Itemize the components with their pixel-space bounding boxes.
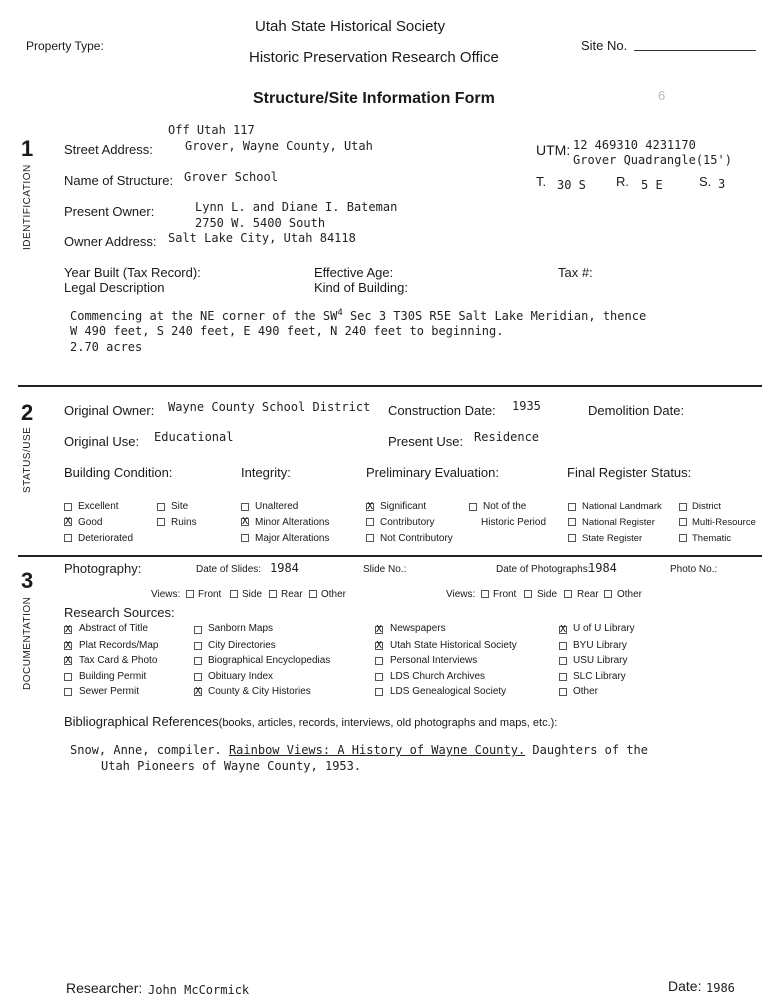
photos-view-front: Front [493, 589, 517, 600]
legal-description-line-1: Commencing at the NE corner of the $SW^4$ Sec 3 T30S R5E Salt Lake Meridian, thence [70, 308, 647, 323]
checkbox-significant[interactable]: X [367, 501, 374, 512]
source-byu-library: BYU Library [573, 640, 627, 651]
org-name: Utah State Historical Society [255, 18, 446, 35]
checkbox-photos-other[interactable] [604, 590, 612, 598]
checkbox-slc-library[interactable] [559, 673, 567, 681]
present-owner-label: Present Owner: [64, 204, 155, 219]
utm-value: 12 469310 4231170 [573, 138, 696, 152]
photography-label: Photography: [64, 561, 142, 576]
section-number-1: 1 [21, 136, 34, 161]
checkbox-tax-card[interactable]: X [65, 655, 72, 666]
option-excellent: Excellent [78, 501, 119, 512]
slide-no-label: Slide No.: [363, 564, 407, 575]
checkbox-contributory[interactable] [366, 518, 374, 526]
checkbox-unaltered[interactable] [241, 503, 249, 511]
source-u-of-u-library: U of U Library [573, 623, 635, 634]
source-sewer-permit: Sewer Permit [79, 686, 140, 697]
photo-no-label: Photo No.: [670, 564, 718, 575]
present-use-label: Present Use: [388, 434, 464, 449]
structure-name-label: Name of Structure: [64, 173, 174, 188]
option-ruins: Ruins [171, 517, 197, 528]
checkbox-slides-side[interactable] [230, 590, 238, 598]
checkbox-byu-library[interactable] [559, 642, 567, 650]
legal-description-label: Legal Description [64, 280, 165, 295]
slides-view-rear: Rear [281, 589, 303, 600]
checkbox-slides-other[interactable] [309, 590, 317, 598]
year-built-label: Year Built (Tax Record): [64, 265, 201, 280]
checkbox-multi-resource[interactable] [679, 518, 687, 526]
source-newspapers: Newspapers [390, 623, 446, 634]
date-of-photographs-label: Date of Photographs: [496, 564, 591, 575]
tax-number-label: Tax #: [558, 265, 593, 280]
checkbox-major-alterations[interactable] [241, 534, 249, 542]
photos-view-side: Side [537, 589, 558, 600]
bibliography-entry-line-1: Snow, Anne, compiler. Rainbow Views: A History of Wayne County. Daughters of the [70, 743, 648, 757]
date-of-photographs-value: 1984 [588, 561, 617, 575]
section-divider-1 [18, 385, 762, 387]
checkbox-obituary-index[interactable] [194, 673, 202, 681]
date-value: 1986 [706, 981, 735, 995]
legal-description-line-2: W 490 feet, S 240 feet, E 490 feet, N 240 feet to beginning. [70, 324, 504, 338]
owner-address-line-2: Salt Lake City, Utah 84118 [168, 231, 356, 245]
checkbox-utah-state-historical-society[interactable]: X [376, 640, 383, 651]
source-sanborn-maps: Sanborn Maps [208, 623, 274, 634]
checkbox-ruins[interactable] [157, 518, 165, 526]
source-usu-library: USU Library [573, 655, 628, 666]
option-deteriorated: Deteriorated [78, 533, 134, 544]
option-multi-resource: Multi-Resource [692, 517, 756, 528]
structure-name-value: Grover School [184, 170, 278, 184]
construction-date-value: 1935 [512, 399, 541, 413]
township-label: T. [536, 174, 547, 189]
checkbox-city-directories[interactable] [194, 642, 202, 650]
source-city-directories: City Directories [208, 640, 276, 651]
present-use-value: Residence [474, 430, 540, 444]
checkbox-deteriorated[interactable] [64, 534, 72, 542]
option-good: Good [78, 517, 103, 528]
source-tax-card: Tax Card & Photo [79, 655, 158, 666]
township-value: 30 S [557, 178, 586, 192]
checkbox-national-register[interactable] [568, 518, 576, 526]
checkbox-thematic[interactable] [679, 534, 687, 542]
checkbox-slides-rear[interactable] [269, 590, 277, 598]
checkbox-u-of-u-library[interactable]: X [560, 624, 567, 635]
checkbox-building-permit[interactable] [64, 673, 72, 681]
checkbox-biographical-encyclopedias[interactable] [194, 657, 202, 665]
option-significant: Significant [380, 501, 427, 512]
source-plat-records: Plat Records/Map [79, 640, 159, 651]
option-major-alterations: Major Alterations [255, 533, 330, 544]
quadrangle-value: Grover Quadrangle(15') [573, 153, 732, 167]
research-sources-label: Research Sources: [64, 605, 175, 620]
option-state-register: State Register [582, 533, 643, 544]
legal-description-line-3: 2.70 acres [70, 340, 143, 354]
utm-label: UTM: [536, 142, 571, 158]
slides-view-side: Side [242, 589, 263, 600]
photos-views-label: Views: [446, 589, 476, 600]
original-use-value: Educational [154, 430, 234, 444]
stamp-mark: 6 [658, 88, 666, 103]
source-utah-state-historical-society: Utah State Historical Society [390, 640, 517, 651]
date-of-slides-label: Date of Slides: [196, 564, 262, 575]
researcher-label: Researcher: [66, 980, 143, 996]
date-label: Date: [668, 978, 702, 994]
final-register-label: Final Register Status: [567, 465, 692, 480]
section-number-2: 2 [21, 400, 34, 425]
option-not-of-the: Not of the [483, 501, 527, 512]
option-national-register: National Register [582, 517, 655, 528]
photos-view-other: Other [617, 589, 643, 600]
owner-address-label: Owner Address: [64, 234, 157, 249]
demolition-date-label: Demolition Date: [588, 403, 685, 418]
bibliography-book-title: Rainbow Views: A History of Wayne County. [228, 743, 526, 757]
bibliography-entry-line-2: Utah Pioneers of Wayne County, 1953. [101, 759, 362, 773]
integrity-label: Integrity: [241, 465, 291, 480]
original-owner-value: Wayne County School District [168, 400, 371, 414]
source-biographical-encyclopedias: Biographical Encyclopedias [208, 655, 331, 666]
site-no-label: Site No. [581, 38, 628, 53]
option-historic-period: Historic Period [481, 517, 547, 528]
option-district: District [692, 501, 722, 512]
option-unaltered: Unaltered [255, 501, 299, 512]
slides-view-other: Other [321, 589, 347, 600]
checkbox-sewer-permit[interactable] [64, 688, 72, 696]
site-no-line[interactable] [634, 50, 756, 51]
checkbox-photos-side[interactable] [524, 590, 532, 598]
form-title: Structure/Site Information Form [253, 90, 495, 107]
checkbox-not-contributory[interactable] [366, 534, 374, 542]
checkbox-not-of-historic-period[interactable] [469, 503, 477, 511]
checkbox-lds-genealogical-society[interactable] [375, 688, 383, 696]
checkbox-lds-church-archives[interactable] [375, 673, 383, 681]
bibliographical-references-heading: Bibliographical References(books, articles, records, interviews, old photographs and maps, etc.): [64, 714, 558, 729]
slides-views-label: Views: [151, 589, 181, 600]
section-number-3: 3 [21, 568, 34, 593]
slides-view-front: Front [198, 589, 222, 600]
checkbox-plat-records[interactable]: X [65, 640, 72, 651]
photos-view-rear: Rear [577, 589, 599, 600]
researcher-value: John McCormick [148, 983, 250, 997]
owner-address-line-1: 2750 W. 5400 South [195, 216, 326, 230]
effective-age-label: Effective Age: [314, 265, 394, 280]
checkbox-personal-interviews[interactable] [375, 657, 383, 665]
source-slc-library: SLC Library [573, 671, 626, 682]
checkbox-excellent[interactable] [64, 503, 72, 511]
original-use-label: Original Use: [64, 434, 140, 449]
street-address-label: Street Address: [64, 142, 153, 157]
source-other: Other [573, 686, 599, 697]
source-county-city-histories: County & City Histories [208, 686, 311, 697]
option-national-landmark: National Landmark [582, 501, 662, 512]
option-not-contributory: Not Contributory [380, 533, 453, 544]
checkbox-site[interactable] [157, 503, 165, 511]
office-name: Historic Preservation Research Office [249, 49, 499, 66]
checkbox-county-city-histories[interactable]: X [195, 686, 202, 697]
source-lds-genealogical-society: LDS Genealogical Society [390, 686, 507, 697]
section-value: 3 [718, 177, 726, 191]
original-owner-label: Original Owner: [64, 403, 155, 418]
checkbox-sanborn-maps[interactable] [194, 626, 202, 634]
section-divider-2 [18, 555, 762, 557]
source-obituary-index: Obituary Index [208, 671, 274, 682]
source-lds-church-archives: LDS Church Archives [390, 671, 486, 682]
checkbox-national-landmark[interactable] [568, 503, 576, 511]
option-thematic: Thematic [692, 533, 732, 544]
option-contributory: Contributory [380, 517, 435, 528]
preliminary-evaluation-label: Preliminary Evaluation: [366, 465, 499, 480]
checkbox-photos-front[interactable] [481, 590, 489, 598]
source-personal-interviews: Personal Interviews [390, 655, 478, 666]
checkbox-district[interactable] [679, 503, 687, 511]
checkbox-usu-library[interactable] [559, 657, 567, 665]
checkbox-other-source[interactable] [559, 688, 567, 696]
checkbox-slides-front[interactable] [186, 590, 194, 598]
range-value: 5 E [641, 178, 663, 192]
option-site: Site [171, 501, 189, 512]
construction-date-label: Construction Date: [388, 403, 496, 418]
property-type-label: Property Type: [26, 39, 104, 53]
checkbox-photos-rear[interactable] [564, 590, 572, 598]
range-label: R. [616, 174, 629, 189]
street-line-2: Grover, Wayne County, Utah [185, 139, 373, 153]
checkbox-state-register[interactable] [568, 534, 576, 542]
section-label: S. [699, 174, 712, 189]
date-of-slides-value: 1984 [270, 561, 299, 575]
section-title-status: STATUS/USE [22, 426, 33, 493]
checkbox-abstract-of-title[interactable]: X [65, 624, 72, 635]
street-line-1: Off Utah 117 [168, 123, 255, 137]
present-owner-value: Lynn L. and Diane I. Bateman [195, 200, 398, 214]
checkbox-minor-alterations[interactable]: X [242, 516, 249, 527]
kind-of-building-label: Kind of Building: [314, 280, 408, 295]
checkbox-newspapers[interactable]: X [376, 624, 383, 635]
source-building-permit: Building Permit [79, 671, 147, 682]
checkbox-good[interactable]: X [65, 516, 72, 527]
section-title-documentation: DOCUMENTATION [22, 596, 33, 690]
section-title-identification: IDENTIFICATION [22, 164, 33, 250]
source-abstract-of-title: Abstract of Title [79, 623, 148, 634]
option-minor-alterations: Minor Alterations [255, 517, 330, 528]
building-condition-label: Building Condition: [64, 465, 173, 480]
